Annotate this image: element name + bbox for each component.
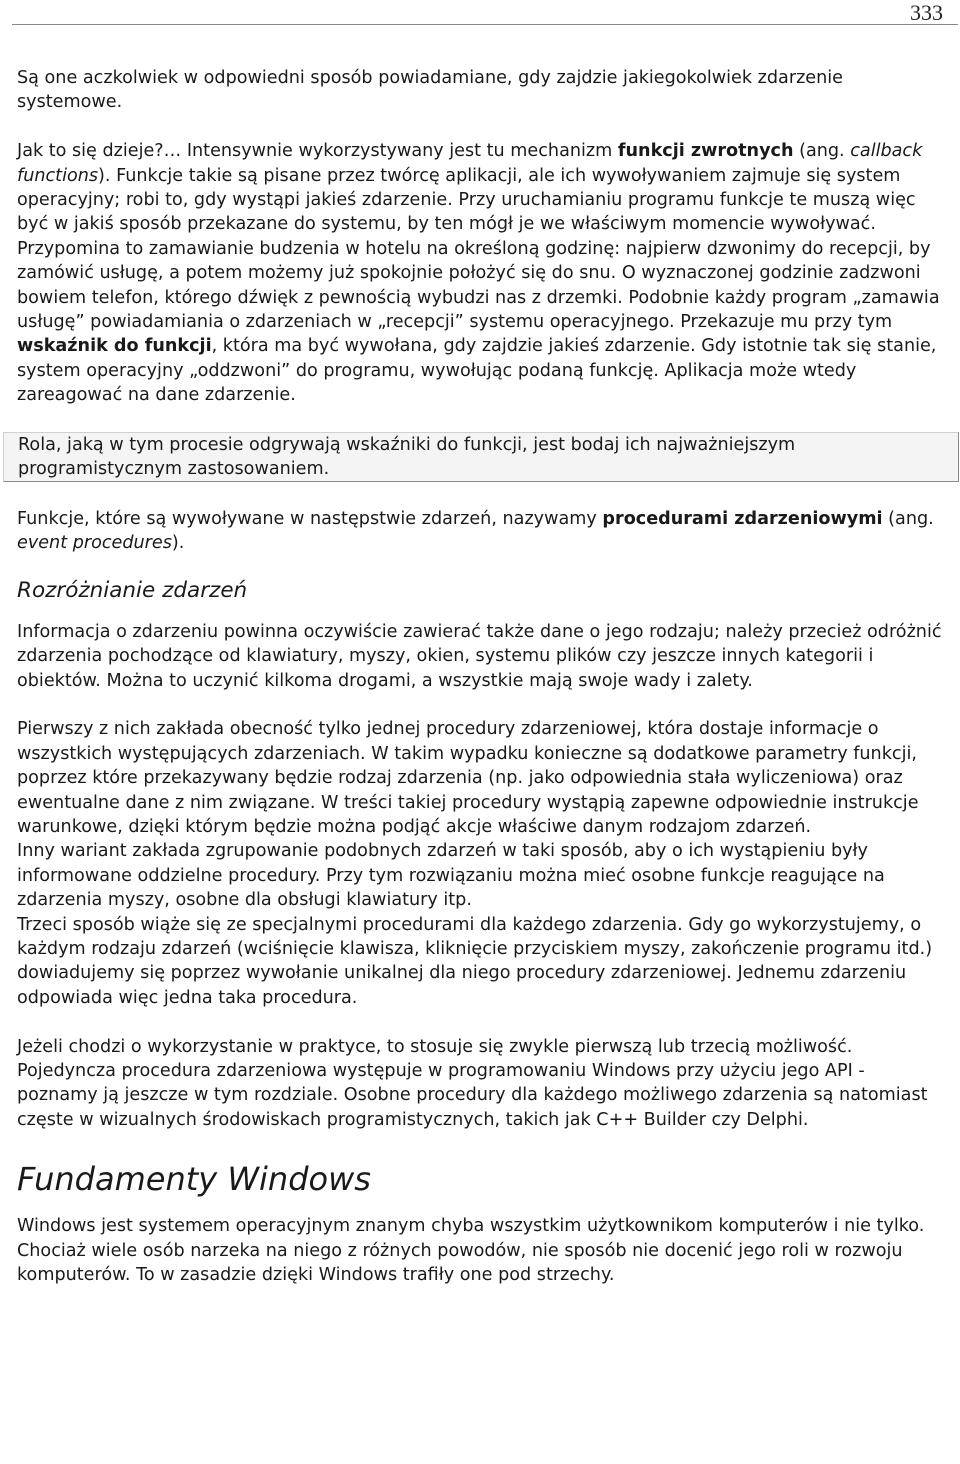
term-callback-english: callback functions <box>17 141 923 186</box>
paragraph-callback <box>17 139 947 407</box>
page-body <box>17 66 947 1287</box>
text-run: Jak to się dzieje?… Intensywnie wykorzystywany jest tu mechanizm <box>17 141 618 162</box>
paragraph-second-method: Inny wariant zakłada zgrupowanie podobnych zdarzeń w taki sposób, aby o ich wystąpieniu były informowane oddzielne procedury. Przy tym rozwiązaniu można mieć osobne funkcje reagujące na zdarzenia myszy, osobne dla obsługi klawiatury itp. <box>17 841 885 911</box>
note-text: Rola, jaką w tym procesie odgrywają wskaźniki do funkcji, jest bodaj ich najważniejszym programistycznym zastosowaniem. <box>18 434 796 480</box>
term-event-procedures: procedurami zdarzeniowymi <box>602 508 883 529</box>
paragraph-intro: Są one aczkolwiek w odpowiedni sposób powiadamiane, gdy zajdzie jakiegokolwiek zdarzenie systemowe. <box>17 68 843 113</box>
paragraph-event-info: Informacja o zdarzeniu powinna oczywiście zawierać także dane o jego rodzaju; należy przecież odróżnić zdarzenia pochodzące od klawiatury, myszy, okien, systemu plików czy jeszcze innych kategorii i obiektów. Można to uczynić kilkoma drogami, a wszystkie mają swoje wady i zalety. <box>17 621 942 691</box>
text-run: (ang. <box>793 141 851 162</box>
text-run: (ang. <box>882 508 934 529</box>
term-function-pointer: wskaźnik do funkcji <box>17 336 212 357</box>
header-rule <box>12 24 958 25</box>
text-run: Funkcje, które są wywoływane w następstwie zdarzeń, nazywamy <box>17 508 603 529</box>
term-event-procedures-english: event procedures <box>17 533 172 554</box>
text-run: , która ma być wywołana, gdy zajdzie jakieś zdarzenie. Gdy istotnie tak się stanie, system operacyjny „oddzwoni” do programu, wywołując podaną funkcję. Aplikacja może wtedy zareagować na dane zdarzenie. <box>17 336 937 406</box>
paragraph-event-procedures <box>17 507 947 556</box>
paragraph-practice: Jeżeli chodzi o wykorzystanie w praktyce, to stosuje się zwykle pierwszą lub trzecią możliwość. Pojedyncza procedura zdarzeniowa występuje w programowaniu Windows przy użyciu jego API - poznamy ją jeszcze w tym rozdziale. Osobne procedury dla każdego możliwego zdarzenia są natomiast częste w wizualnych środowiskach programistycznych, takich jak C++ Builder czy Delphi. <box>17 1036 928 1130</box>
paragraph-third-method: Trzeci sposób wiąże się ze specjalnymi procedurami dla każdego zdarzenia. Gdy go wykorzystujemy, o każdym rodzaju zdarzeń (wciśnięcie klawisza, kliknięcie przyciskiem myszy, zakończenie programu itd.) dowiadujemy się poprzez wywołanie unikalnej dla niego procedury zdarzeniowej. Jednemu zdarzeniu odpowiada więc jedna taka procedura. <box>17 914 933 1008</box>
text-run: ). <box>171 533 185 554</box>
paragraph-windows: Windows jest systemem operacyjnym znanym chyba wszystkim użytkownikom komputerów i nie tylko. Chociaż wiele osób narzeka na niego z różnych powodów, nie sposób nie docenić jego roli w rozwoju komputerów. To w zasadzie dzięki Windows trafiły one pod strzechy. <box>17 1216 925 1285</box>
page-number: 333 <box>910 0 943 25</box>
note-box <box>3 432 959 483</box>
paragraph-first-method: Pierwszy z nich zakłada obecność tylko jednej procedury zdarzeniowej, która dostaje informacje o wszystkich występujących zdarzeniach. W takim wypadku konieczne są dodatkowe parametry funkcji, poprzez które przekazywany będzie rodzaj zdarzenia (np. jako odpowiednia stała wyliczeniowa) oraz ewentualne dane z nim związane. W treści takiej procedury wystąpią zapewne odpowiednie instrukcje warunkowe, dzięki którym będzie można podjąć akcje właściwe danym rodzajom zdarzeń. <box>17 719 919 837</box>
term-callback-functions: funkcji zwrotnych <box>617 141 794 162</box>
subheading: Rozróżnianie zdarzeń <box>17 577 248 603</box>
section-heading: Fundamenty Windows <box>17 1160 371 1199</box>
text-run: ). Funkcje takie są pisane przez twórcę aplikacji, ale ich wywoływaniem zajmuje się system operacyjny; robi to, gdy wystąpi jakieś zdarzenie. Przy uruchamianiu programu funkcje te muszą więc być w jakiś sposób przekazane do systemu, by ten mógł je we właściwym momencie wywoływać. Przypomina to zamawianie budzenia w hotelu na określoną godzinę: najpierw dzwonimy do recepcji, by zamówić usługę, a potem możemy już spokojnie położyć się do snu. O wyznaczonej godzinie zadzwoni bowiem telefon, którego dźwięk z pewnością wybudzi nas z drzemki. Podobnie każdy program „zamawia usługę” powiadamiania o zdarzeniach w „recepcji” systemu operacyjnego. Przekazuje mu przy tym <box>17 165 940 333</box>
